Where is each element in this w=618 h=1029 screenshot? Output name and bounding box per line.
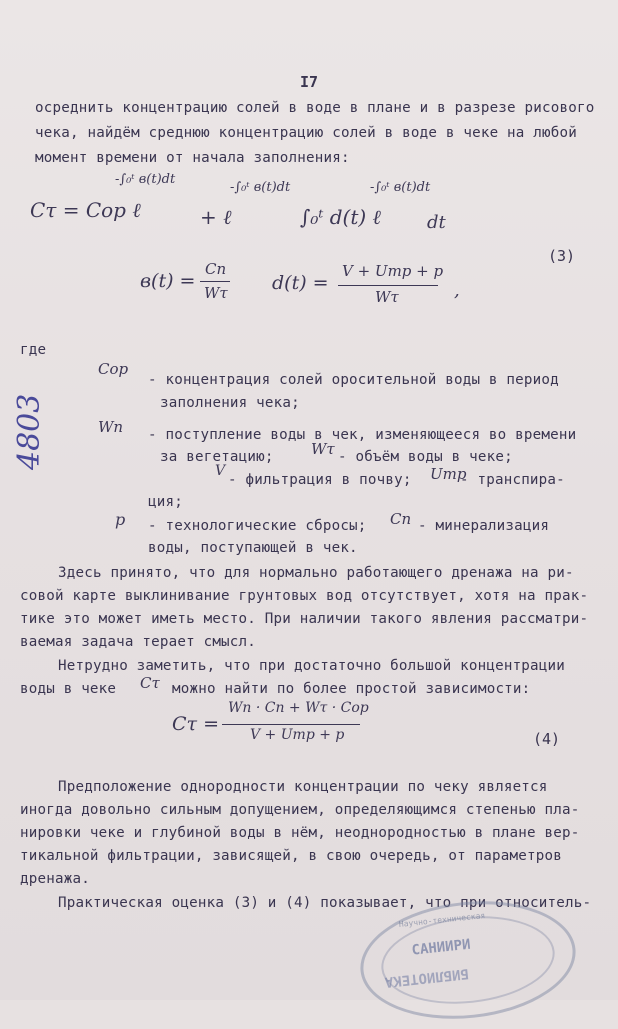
eq4-lhs: Cτ = — [172, 713, 220, 735]
para3-line-1: Предположение однородности концентрации по чеку является — [58, 779, 548, 795]
para1-line-1: Здесь принято, что для нормально работающего дренажа на ри- — [58, 565, 574, 581]
def-wt-text: - объём воды в чеке; — [338, 449, 513, 465]
def-cp-text: - минерализация — [418, 518, 550, 534]
eq4-den: V + Uтр + p — [250, 727, 345, 743]
d-def: d(t) = — [272, 272, 329, 294]
para1-line-2: совой карте выклинивание грунтовых вод отсутствует, хотя на прак- — [20, 588, 589, 604]
def-v-text: - фильтрация в почву; — [228, 472, 412, 488]
eq3-exp2: -∫₀ᵗ в(t)dt — [230, 180, 291, 195]
b-den: Wτ — [204, 284, 228, 302]
eq3-dt: dt — [427, 212, 446, 233]
eq3-plus: + ℓ — [200, 205, 232, 229]
para4-line-1: Практическая оценка (3) и (4) показывает, что при относитель- — [58, 895, 592, 911]
stamp-bottom-text: БИБЛИОТЕКА — [383, 965, 470, 990]
page-number: I7 — [300, 73, 319, 91]
d-num: V + Uтр + p — [342, 262, 444, 280]
eq4-number: (4) — [533, 730, 561, 748]
stamp-top-text: Научно-техническая — [398, 910, 486, 930]
eq3-lhs: Cτ = Cор ℓ — [30, 198, 141, 222]
def-p-symbol: p — [115, 510, 126, 529]
para1-line-3: тике это может иметь место. При наличии такого явления рассматри- — [20, 611, 589, 627]
def-cor-line-1: - концентрация солей оросительной воды в период — [148, 372, 559, 388]
def-wp-symbol: Wп — [98, 418, 124, 436]
b-num: Cп — [205, 260, 227, 278]
b-def: в(t) = — [140, 270, 196, 292]
eq3-exp1: -∫₀ᵗ в(t)dt — [115, 172, 176, 187]
def-v-symbol: V — [215, 463, 226, 479]
stamp-middle-text: САНИИРИ — [410, 936, 472, 959]
d-den: Wτ — [375, 288, 399, 306]
d-fraction-bar — [338, 285, 438, 286]
para2-line-2a: воды в чеке — [20, 681, 117, 697]
para3-line-2: иногда довольно сильным допущением, определяющимся степенью пла- — [20, 802, 580, 818]
para2-line-2b: можно найти по более простой зависимости: — [172, 681, 531, 697]
b-fraction-bar — [200, 281, 230, 282]
para2-line-1: Нетрудно заметить, что при достаточно большой концентрации — [58, 658, 566, 674]
def-wp-line-2: за вегетацию; — [160, 449, 274, 465]
def-wp-line-1: - поступление воды в чек, изменяющееся во времени — [148, 427, 577, 443]
intro-line-3: момент времени от начала заполнения: — [35, 150, 350, 166]
def-cor-line-2: заполнения чека; — [160, 395, 300, 411]
def-utr-cont: ция; — [148, 494, 183, 510]
intro-line-2: чека, найдём среднюю концентрацию солей в воде в чеке на любой — [35, 125, 577, 141]
eq4-num: Wп · Cп + Wτ · Cор — [228, 700, 369, 716]
eq3-number: (3) — [548, 247, 576, 265]
para3-line-3: нировки чеке и глубиной воды в нём, неоднородностью в плане вер- — [20, 825, 580, 841]
def-p-text: - технологические сбросы; — [148, 518, 367, 534]
def-utr-text: - транспира- — [460, 472, 565, 488]
eq4-fraction-bar — [222, 724, 360, 725]
def-cp-symbol: Cп — [390, 510, 412, 528]
def-cp-cont: воды, поступающей в чек. — [148, 540, 358, 556]
eq3-exp3: -∫₀ᵗ в(t)dt — [370, 180, 431, 195]
def-utr-symbol: Uтр — [430, 465, 467, 483]
intro-line-1: осреднить концентрацию солей в воде в плане и в разрезе рисового — [35, 100, 595, 116]
def-wt-symbol: Wτ — [311, 440, 335, 458]
eq3-integral: ∫₀ᵗ d(t) ℓ — [300, 205, 381, 229]
margin-handwritten-note: 4803 — [12, 393, 47, 470]
def-cor-symbol: Cор — [98, 360, 129, 378]
para3-line-4: тикальной фильтрации, зависящей, в свою очередь, от параметров — [20, 848, 562, 864]
para1-line-4: ваемая задача терает смысл. — [20, 634, 257, 650]
where-label: где — [20, 342, 47, 358]
para2-symbol: Cτ — [140, 674, 160, 692]
para3-line-5: дренажа. — [20, 871, 90, 887]
eq3-comma: , — [454, 280, 460, 301]
